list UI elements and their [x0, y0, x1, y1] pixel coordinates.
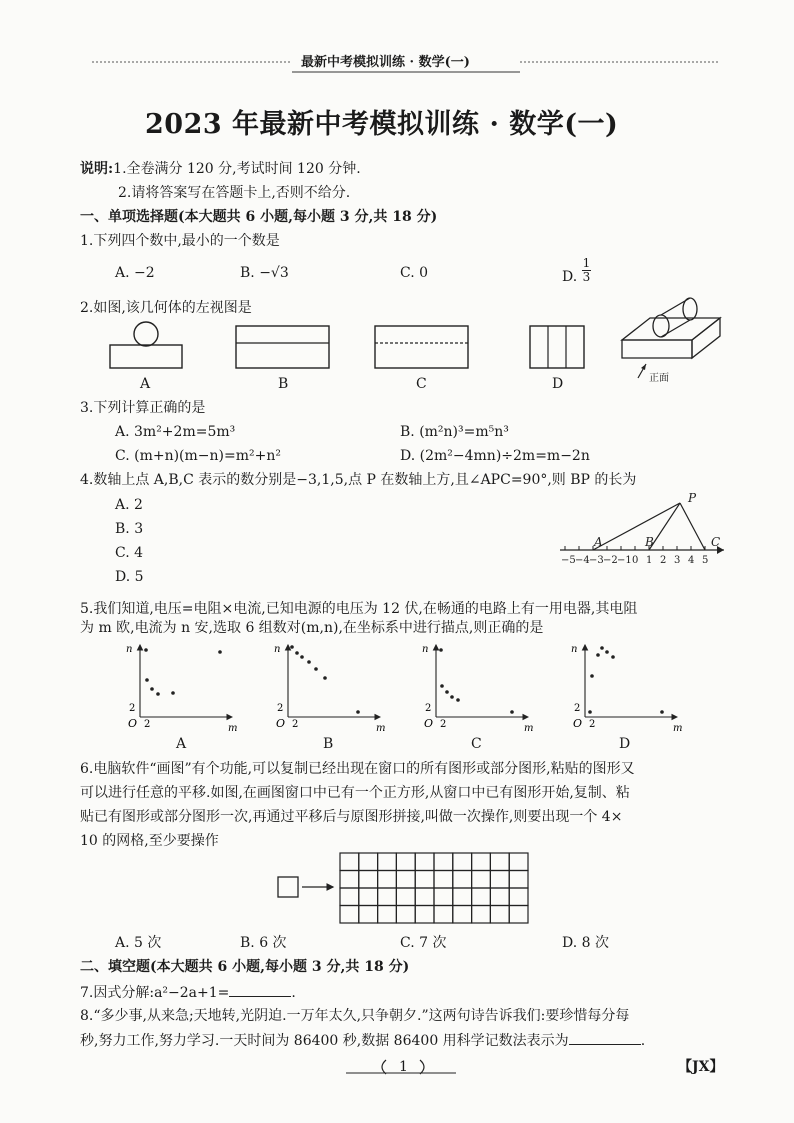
q4-label-b: B: [645, 535, 654, 549]
q6-option-b: B. 6 次: [240, 935, 287, 951]
svg-text:m: m: [228, 723, 238, 734]
q2-label-c: C: [416, 376, 427, 392]
q2-label-b: B: [278, 376, 289, 392]
q4-tick-m4: −4: [575, 555, 590, 566]
q6-line2: 可以进行任意的平移.如图,在画图窗口中已有一个正方形,从窗口中已有图形开始,复制、粘: [80, 785, 630, 801]
q4-tick-m5: −5: [561, 555, 576, 566]
svg-text:m: m: [673, 723, 683, 734]
q4-tick-3: 3: [674, 555, 681, 566]
q3-option-a: A. 3m²+2m=5m³: [115, 424, 236, 440]
q7-stem: 7.因式分解:a²−2a+1=: [80, 985, 230, 1001]
svg-text:n: n: [422, 644, 429, 655]
q5-label-c: C: [471, 736, 482, 752]
q5-line1: 5.我们知道,电压=电阻×电流,已知电源的电压为 12 伏,在畅通的电路上有一用电器,其电阻: [80, 601, 638, 617]
q4-option-a: A. 2: [115, 497, 143, 513]
q6-line4: 10 的网格,至少要操作: [80, 833, 219, 849]
page-title: 2023 年最新中考模拟训练 · 数学(一): [145, 109, 619, 140]
svg-text:O: O: [128, 717, 138, 730]
footer-code: 【JX】: [678, 1059, 724, 1075]
q5-line2: 为 m 欧,电流为 n 安,选取 6 组数对(m,n),在坐标系中进行描点,则正确的是: [80, 620, 544, 636]
q1-fraction-den: 3: [582, 270, 591, 284]
q2-stem: 2.如图,该几何体的左视图是: [80, 300, 252, 316]
svg-text:2: 2: [277, 703, 284, 714]
q6-line3: 贴已有图形或部分图形一次,再通过平移后与原图形拼接,叫做一次操作,则要出现一个 4×: [80, 809, 623, 825]
q2-front-label: 正面: [649, 373, 669, 384]
svg-text:n: n: [126, 644, 133, 655]
q4-stem: 4.数轴上点 A,B,C 表示的数分别是−3,1,5,点 P 在数轴上方,且∠APC=90°,则 BP 的长为: [80, 472, 637, 488]
svg-text:2: 2: [425, 703, 432, 714]
q6-line1: 6.电脑软件“画图”有个功能,可以复制已经出现在窗口的所有图形或部分图形,粘贴的图形又: [80, 761, 635, 777]
instructions-label: 说明:: [80, 161, 114, 177]
q4-option-d: D. 5: [115, 569, 144, 585]
q2-label-a: A: [140, 376, 151, 392]
q4-option-c: C. 4: [115, 545, 144, 561]
svg-text:n: n: [571, 644, 578, 655]
q8-end: .: [640, 1033, 646, 1049]
q5-label-a: A: [176, 736, 187, 752]
q2-label-d: D: [552, 376, 564, 392]
svg-text:n: n: [274, 644, 281, 655]
q5-label-b: B: [323, 736, 334, 752]
svg-text:2: 2: [144, 719, 151, 730]
q4-option-b: B. 3: [115, 521, 144, 537]
q4-label-a: A: [594, 535, 603, 549]
svg-text:O: O: [573, 717, 583, 730]
svg-text:O: O: [276, 717, 286, 730]
svg-text:O: O: [424, 717, 434, 730]
q4-tick-m1: −1: [617, 555, 632, 566]
svg-text:m: m: [376, 723, 386, 734]
section2-heading: 二、填空题(本大题共 6 小题,每小题 3 分,共 18 分): [80, 959, 410, 975]
section1-heading: 一、单项选择题(本大题共 6 小题,每小题 3 分,共 18 分): [80, 209, 438, 225]
svg-text:2: 2: [292, 719, 299, 730]
q4-tick-m2: −2: [603, 555, 618, 566]
q3-stem: 3.下列计算正确的是: [80, 400, 206, 416]
svg-text:m: m: [524, 723, 534, 734]
q4-tick-1: 1: [646, 555, 653, 566]
running-header: 最新中考模拟训练 · 数学(一): [301, 55, 470, 70]
q6-option-a: A. 5 次: [115, 935, 162, 951]
svg-text:2: 2: [129, 703, 136, 714]
q1-option-a: A. −2: [115, 265, 155, 281]
q3-option-c: C. (m+n)(m−n)=m²+n²: [115, 448, 281, 464]
q3-option-b: B. (m²n)³=m⁵n³: [400, 424, 509, 440]
q8-text: 秒,努力工作,努力学习.一天时间为 86400 秒,数据 86400 用科学记数法表示为: [80, 1033, 569, 1049]
q4-label-c: C: [711, 535, 721, 549]
q1-option-c: C. 0: [400, 265, 429, 281]
instructions-line2: 2.请将答案写在答题卡上,否则不给分.: [118, 185, 351, 201]
q4-tick-0: 0: [632, 555, 639, 566]
q4-tick-5: 5: [702, 555, 709, 566]
q4-tick-m3: −3: [589, 555, 604, 566]
svg-text:2: 2: [574, 703, 581, 714]
q8-line1: 8.“多少事,从来急;天地转,光阴迫.一万年太久,只争朝夕.”这两句诗告诉我们:要珍惜每分每: [80, 1008, 630, 1024]
q4-label-p: P: [688, 491, 697, 505]
svg-text:2: 2: [440, 719, 447, 730]
q6-option-d: D. 8 次: [562, 935, 609, 951]
q1-option-d-prefix: D.: [562, 268, 578, 285]
q5-label-d: D: [619, 736, 631, 752]
q3-option-d: D. (2m²−4mn)÷2m=m−2n: [400, 448, 590, 464]
q1-option-b: B. −√3: [240, 265, 289, 281]
q4-tick-2: 2: [660, 555, 667, 566]
q6-option-c: C. 7 次: [400, 935, 447, 951]
q1-stem: 1.下列四个数中,最小的一个数是: [80, 233, 280, 249]
q4-tick-4: 4: [688, 555, 695, 566]
instructions-text-1: 1.全卷满分 120 分,考试时间 120 分钟.: [113, 161, 361, 177]
q1-fraction-num: 1: [582, 256, 591, 270]
page-number: 1: [399, 1059, 408, 1075]
q7-end: .: [291, 985, 296, 1001]
svg-text:2: 2: [589, 719, 596, 730]
